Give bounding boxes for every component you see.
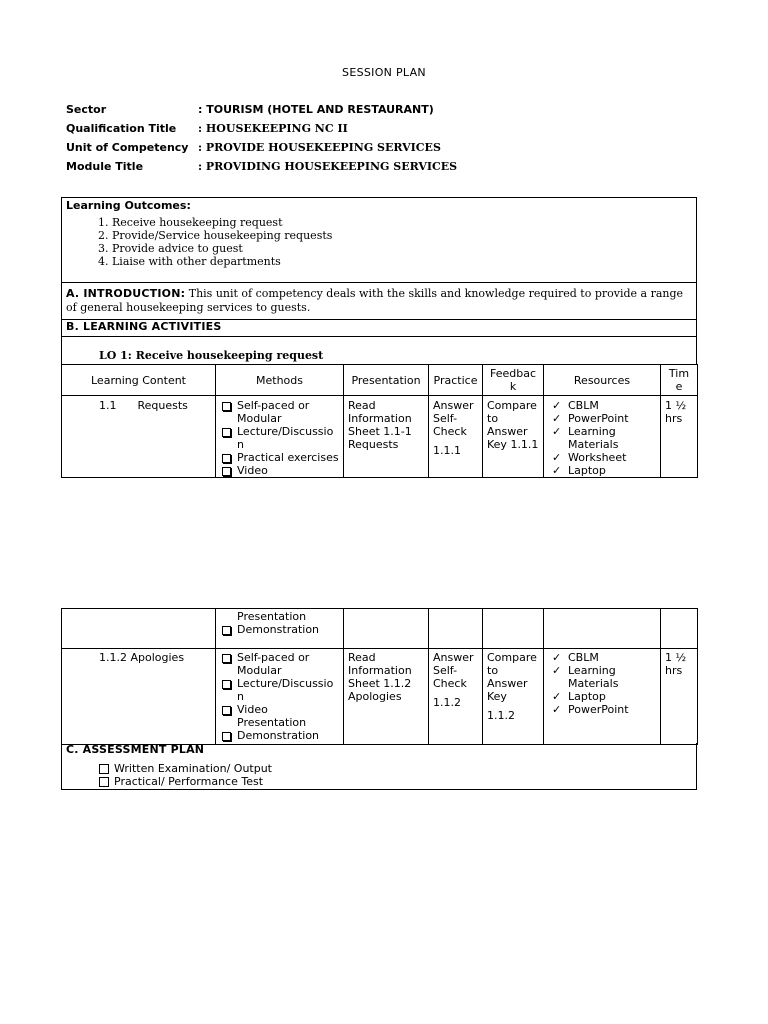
methods-list [220,623,339,636]
method-continuation: Presentation [237,716,307,729]
col-learning-content: Learning Content [62,365,216,396]
resources-cell [544,396,661,478]
col-time: Tim e [661,365,698,396]
time-cell: 1 ½ hrs [661,649,698,745]
list-item: ✓ Learning Materials [552,425,619,451]
methods-cell [216,396,344,478]
list-item: Lecture/Discussio n [220,677,339,703]
practice-cell [429,396,483,478]
check-icon: ✓ [552,451,562,464]
learning-activities-heading: B. LEARNING ACTIVITIES [66,320,222,333]
resources-cell [544,609,661,649]
learning-outcomes-list [70,216,332,268]
module-value: : PROVIDING HOUSEKEEPING SERVICES [198,160,458,173]
list-item: ✓ Learning Materials [552,664,619,690]
qualification-row [66,122,706,138]
table-row [62,609,698,649]
time-cell [661,609,698,649]
page-title: SESSION PLAN [342,66,426,79]
divider [61,336,697,337]
activities-table-continued [61,608,698,745]
col-presentation: Presentation [344,365,429,396]
module-label: Module Title [66,160,144,173]
list-item: ✓ PowerPoint [552,412,629,425]
methods-cell [216,649,344,745]
list-item: 1. Receive housekeeping request [112,216,332,229]
list-item: Demonstration [220,623,339,636]
lo1-title: LO 1: Receive housekeeping request [99,349,324,362]
check-icon: ✓ [552,664,562,677]
practice-text: Answer Self-Check [433,399,474,438]
sector-row [66,103,706,119]
resources-list [548,651,656,716]
feedback-ref: 1.1.2 [487,709,515,722]
list-item: Written Examination/ Output [99,762,272,775]
table-row [62,649,698,745]
sector-value: : TOURISM (HOTEL AND RESTAURANT) [198,103,434,116]
list-item: Demonstration [220,729,339,742]
list-item: 3. Provide advice to guest [112,242,332,255]
list-item: ✓ Worksheet [552,451,627,464]
introduction-text: This unit of competency deals with the skills and knowledge required to provide a range of general housekeeping services to guests. [66,287,684,314]
divider [61,282,697,283]
list-item: Self-paced or Modular [220,651,339,677]
sector-label: Sector [66,103,107,116]
resources-cell [544,649,661,745]
col-practice: Practice [429,365,483,396]
list-item: 2. Provide/Service housekeeping requests [112,229,332,242]
practice-cell [429,649,483,745]
practice-cell [429,609,483,649]
activities-table [61,364,698,478]
list-item: Practical/ Performance Test [99,775,272,788]
qualification-value: : HOUSEKEEPING NC II [198,122,348,135]
assessment-heading: C. ASSESSMENT PLAN [66,743,205,756]
list-item: Video [220,464,339,477]
methods-cell [216,609,344,649]
feedback-text: Compare to Answer Key [487,651,537,703]
col-resources: Resources [544,365,661,396]
method-continuation: Presentation [237,610,307,623]
col-methods: Methods [216,365,344,396]
practice-ref: 1.1.2 [433,696,461,709]
check-icon: ✓ [552,412,562,425]
unit-label: Unit of Competency [66,141,189,154]
assessment-list [99,762,272,788]
list-item: Video [220,703,339,716]
table-row [62,396,698,478]
time-cell: 1 ½ hrs [661,396,698,478]
check-icon: ✓ [552,703,562,716]
practice-ref: 1.1.1 [433,444,461,457]
check-icon: ✓ [552,464,562,477]
methods-list [220,729,339,742]
introduction-label: A. INTRODUCTION: [66,287,186,300]
list-item: Practical exercises [220,451,339,464]
list-item: 4. Liaise with other departments [112,255,332,268]
methods-list [220,399,339,477]
practice-text: Answer Self-Check [433,651,474,690]
feedback-cell [483,609,544,649]
check-icon: ✓ [552,651,562,664]
presentation-cell [344,609,429,649]
presentation-cell: Read Information Sheet 1.1.2 Apologies [344,649,429,745]
check-icon: ✓ [552,425,562,438]
list-item: ✓ CBLM [552,399,599,412]
check-icon: ✓ [552,399,562,412]
qualification-label: Qualification Title [66,122,177,135]
presentation-cell: Read Information Sheet 1.1-1 Requests [344,396,429,478]
col-feedback: Feedbac k [483,365,544,396]
feedback-cell: Compare to Answer Key 1.1.1 [483,396,544,478]
learning-content-cell [62,609,216,649]
introduction [66,287,691,315]
unit-row [66,141,706,157]
learning-content-cell: 1.1.2 Apologies [62,649,216,745]
list-item: ✓ PowerPoint [552,703,629,716]
list-item: ✓ Laptop [552,690,606,703]
module-row [66,160,706,176]
list-item: Lecture/Discussio n [220,425,339,451]
learning-content-cell: 1.1 Requests [62,396,216,478]
list-item: ✓ CBLM [552,651,599,664]
table-header-row [62,365,698,396]
list-item: ✓ Laptop [552,464,606,477]
unit-value: : PROVIDE HOUSEKEEPING SERVICES [198,141,441,154]
feedback-cell [483,649,544,745]
methods-list [220,651,339,716]
check-icon: ✓ [552,690,562,703]
learning-outcomes-heading: Learning Outcomes: [66,199,191,212]
resources-list [548,399,656,477]
list-item: Self-paced or Modular [220,399,339,425]
